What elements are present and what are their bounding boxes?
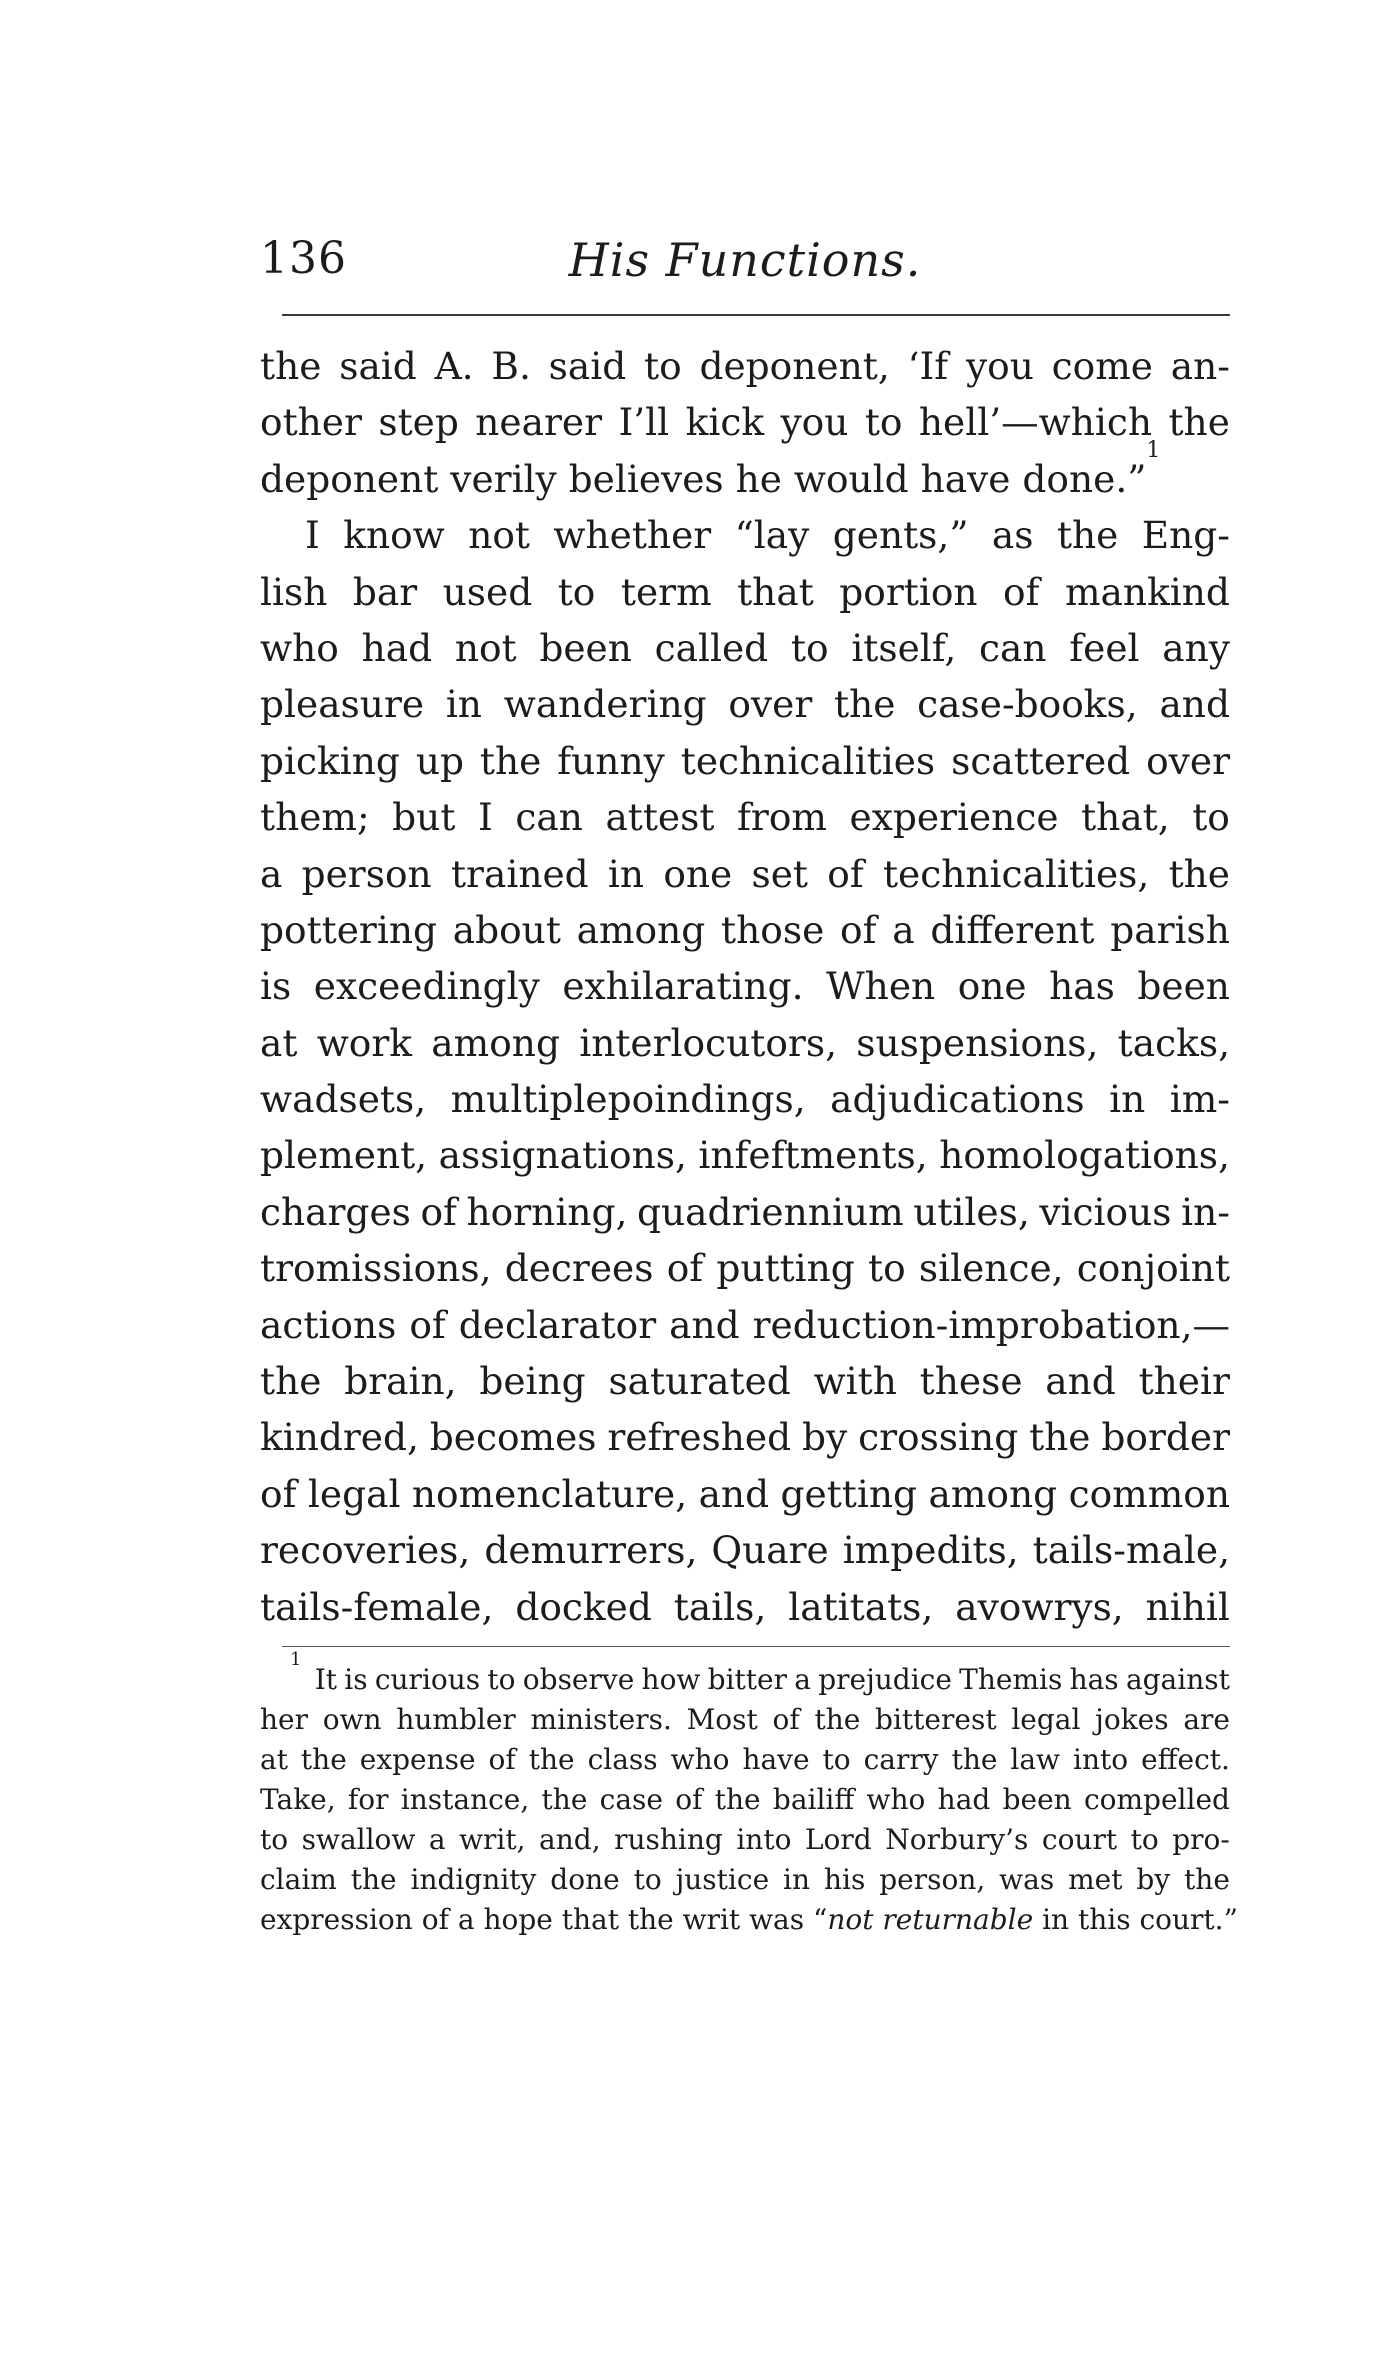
text-line: her own humbler ministers. Most of the bitterest legal jokes are [260, 1703, 1230, 1736]
text-line: Take, for instance, the case of the bailiff who had been compelled [260, 1783, 1230, 1816]
text-line: at the expense of the class who have to carry the law into effect. [260, 1743, 1230, 1776]
text-line: who had not been called to itself, can feel any [260, 625, 1230, 670]
text-line: expression of a hope that the writ was “ not returnable in this court.” [260, 1903, 1238, 1936]
text-line: other step nearer I’ll kick you to hell’—which the [260, 400, 1230, 445]
text-line: of legal nomenclature, and getting among common [260, 1471, 1230, 1516]
footnote-rule [282, 1646, 1230, 1647]
text-line: the said A. B. said to deponent, ‘If you come an- [260, 344, 1230, 388]
text-line: pleasure in wandering over the case-books, and [260, 682, 1230, 727]
text-line: plement, assignations, infeftments, homologations, [260, 1133, 1230, 1178]
text-line: tromissions, decrees of putting to silence, conjoint [260, 1246, 1230, 1291]
book-page [260, 0, 1238, 2356]
running-title: His Functions. [568, 233, 922, 287]
page-number: 136 [260, 233, 347, 284]
text-line: 1 It is curious to observe how bitter a prejudice Themis has against [260, 1660, 1230, 1700]
text-line: charges of horning, quadriennium utiles, vicious in- [260, 1189, 1230, 1234]
text-line: tails-female, docked tails, latitats, avowrys, nihil [260, 1584, 1230, 1629]
text-line: actions of declarator and reduction-improbation,— [260, 1302, 1230, 1347]
text-line: picking up the funny technicalities scattered over [260, 738, 1230, 783]
header-rule [282, 314, 1230, 316]
running-head [260, 233, 1230, 293]
footnote [260, 1649, 1238, 1940]
text-line: to swallow a writ, and, rushing into Lord Norbury’s court to pro- [260, 1823, 1230, 1856]
text-line: I know not whether “lay gents,” as the Eng- [305, 513, 1230, 558]
text-line: pottering about among those of a different parish [260, 907, 1230, 952]
text-line: wadsets, multiplepoindings, adjudications in im- [260, 1077, 1230, 1122]
text-line: at work among interlocutors, suspensions, tacks, [260, 1020, 1230, 1065]
text-line: recoveries, demurrers, Quare impedits, tails-male, [260, 1528, 1230, 1573]
text-line: is exceedingly exhilarating. When one has been [260, 964, 1230, 1009]
text-line: a person trained in one set of technicalities, the [260, 851, 1230, 896]
text-line: claim the indignity done to justice in his person, was met by the [260, 1863, 1230, 1896]
text-line: deponent verily believes he would have done.” 1 [260, 451, 1230, 507]
body-text [260, 338, 1230, 1635]
footnote-marker: 1 [1146, 437, 1161, 463]
text-line: them; but I can attest from experience that, to [260, 795, 1230, 840]
text-line: lish bar used to term that portion of mankind [260, 569, 1230, 614]
text-line: kindred, becomes refreshed by crossing the border [260, 1415, 1230, 1460]
footnote-number: 1 [290, 1649, 302, 1670]
text-line: the brain, being saturated with these and their [260, 1359, 1230, 1404]
